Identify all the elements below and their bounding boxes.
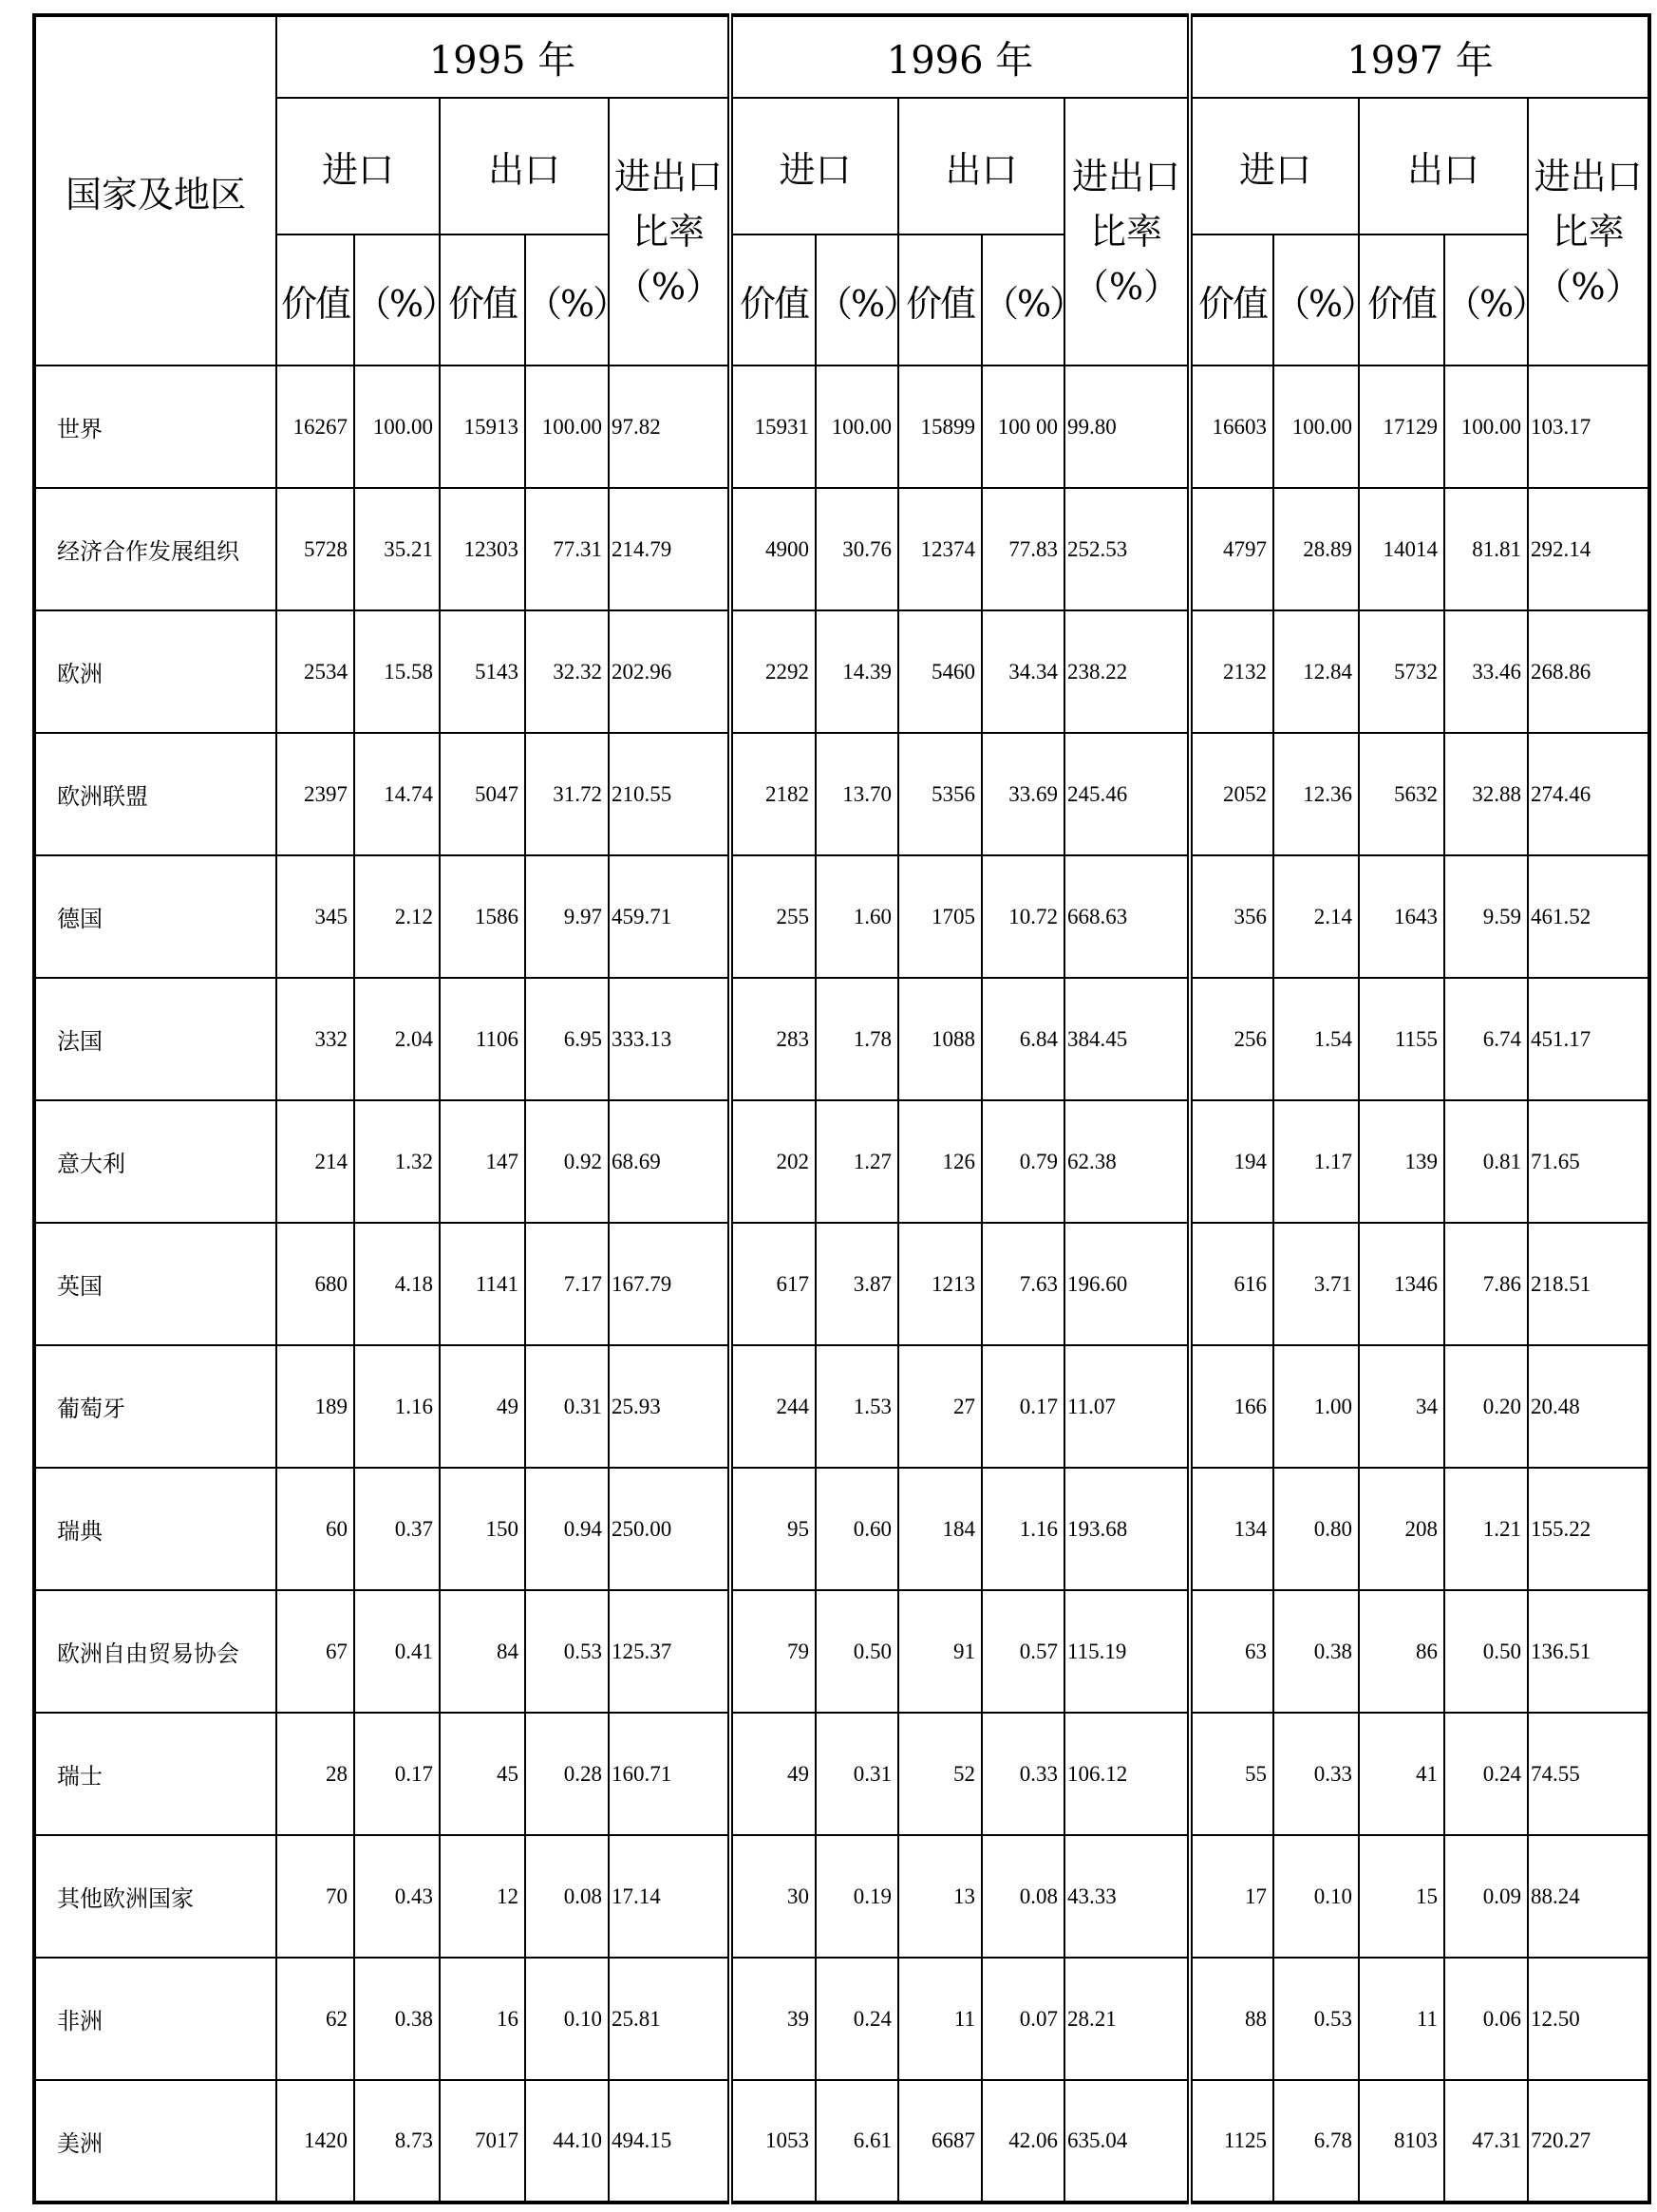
table-row: [34, 488, 1649, 610]
export-percent: 34.34: [982, 610, 1064, 733]
export-value: 7017: [440, 2080, 525, 2203]
ratio-value: 25.81: [609, 1958, 730, 2080]
export-percent: 6.74: [1444, 978, 1528, 1100]
region-name: 德国: [34, 855, 276, 978]
export-value: 1141: [440, 1223, 525, 1345]
ratio-value: 250.00: [609, 1468, 730, 1590]
export-value: 15913: [440, 366, 525, 488]
export-percent: 0.07: [982, 1958, 1064, 2080]
export-value: 5732: [1359, 610, 1444, 733]
import-header: 进口: [730, 98, 898, 234]
import-value: 214: [276, 1100, 354, 1223]
region-name: 经济合作发展组织: [34, 488, 276, 610]
ratio-value: 245.46: [1064, 733, 1190, 855]
ratio-header: 进出口 比率 （%）: [609, 98, 730, 366]
ratio-value: 136.51: [1528, 1590, 1649, 1713]
export-percent: 7.86: [1444, 1223, 1528, 1345]
export-value: 5460: [898, 610, 982, 733]
import-value: 88: [1190, 1958, 1273, 2080]
import-percent: 1.60: [816, 855, 898, 978]
import-header: 进口: [1190, 98, 1359, 234]
export-value: 184: [898, 1468, 982, 1590]
export-value: 5356: [898, 733, 982, 855]
export-percent: 9.97: [525, 855, 609, 978]
import-percent: 0.19: [816, 1835, 898, 1958]
export-percent: 0.10: [525, 1958, 609, 2080]
import-value: 39: [730, 1958, 816, 2080]
value-header: 价值: [898, 234, 982, 366]
import-percent: 35.21: [354, 488, 440, 610]
percent-header: （%）: [525, 234, 609, 366]
import-value: 345: [276, 855, 354, 978]
region-name: 其他欧洲国家: [34, 1835, 276, 1958]
export-percent: 1.16: [982, 1468, 1064, 1590]
import-percent: 30.76: [816, 488, 898, 610]
export-percent: 0.31: [525, 1345, 609, 1468]
export-percent: 0.08: [982, 1835, 1064, 1958]
import-percent: 100.00: [816, 366, 898, 488]
export-value: 86: [1359, 1590, 1444, 1713]
import-percent: 0.80: [1273, 1468, 1359, 1590]
import-value: 95: [730, 1468, 816, 1590]
ratio-value: 494.15: [609, 2080, 730, 2203]
export-percent: 0.28: [525, 1713, 609, 1835]
import-percent: 6.61: [816, 2080, 898, 2203]
export-percent: 81.81: [1444, 488, 1528, 610]
ratio-value: 196.60: [1064, 1223, 1190, 1345]
export-value: 16: [440, 1958, 525, 2080]
table-row: [34, 366, 1649, 488]
import-percent: 1.54: [1273, 978, 1359, 1100]
table-row: [34, 1100, 1649, 1223]
import-percent: 0.10: [1273, 1835, 1359, 1958]
export-percent: 0.17: [982, 1345, 1064, 1468]
ratio-value: 71.65: [1528, 1100, 1649, 1223]
export-value: 27: [898, 1345, 982, 1468]
import-percent: 1.00: [1273, 1345, 1359, 1468]
table-row: [34, 1345, 1649, 1468]
import-percent: 2.12: [354, 855, 440, 978]
table-row: [34, 610, 1649, 733]
table-row: [34, 2080, 1649, 2203]
export-value: 13: [898, 1835, 982, 1958]
ratio-value: 274.46: [1528, 733, 1649, 855]
import-value: 2182: [730, 733, 816, 855]
export-value: 5632: [1359, 733, 1444, 855]
import-value: 134: [1190, 1468, 1273, 1590]
ratio-value: 333.13: [609, 978, 730, 1100]
export-value: 150: [440, 1468, 525, 1590]
import-value: 255: [730, 855, 816, 978]
ratio-value: 12.50: [1528, 1958, 1649, 2080]
import-percent: 12.36: [1273, 733, 1359, 855]
export-percent: 32.88: [1444, 733, 1528, 855]
export-percent: 0.50: [1444, 1590, 1528, 1713]
export-percent: 7.17: [525, 1223, 609, 1345]
percent-header: （%）: [1444, 234, 1528, 366]
value-header: 价值: [1190, 234, 1273, 366]
import-value: 332: [276, 978, 354, 1100]
export-percent: 0.81: [1444, 1100, 1528, 1223]
ratio-value: 97.82: [609, 366, 730, 488]
value-header: 价值: [1359, 234, 1444, 366]
import-value: 62: [276, 1958, 354, 2080]
region-name: 欧洲自由贸易协会: [34, 1590, 276, 1713]
region-name: 非洲: [34, 1958, 276, 2080]
export-percent: 6.84: [982, 978, 1064, 1100]
ratio-value: 125.37: [609, 1590, 730, 1713]
import-percent: 2.14: [1273, 855, 1359, 978]
import-value: 1125: [1190, 2080, 1273, 2203]
export-percent: 100.00: [1444, 366, 1528, 488]
ratio-value: 68.69: [609, 1100, 730, 1223]
ratio-header: 进出口 比率 （%）: [1528, 98, 1649, 366]
value-header: 价值: [440, 234, 525, 366]
ratio-value: 167.79: [609, 1223, 730, 1345]
region-name: 世界: [34, 366, 276, 488]
ratio-value: 43.33: [1064, 1835, 1190, 1958]
import-percent: 0.53: [1273, 1958, 1359, 2080]
table-row: [34, 855, 1649, 978]
import-value: 1053: [730, 2080, 816, 2203]
import-value: 60: [276, 1468, 354, 1590]
import-percent: 0.17: [354, 1713, 440, 1835]
ratio-value: 74.55: [1528, 1713, 1649, 1835]
value-header: 价值: [730, 234, 816, 366]
import-value: 194: [1190, 1100, 1273, 1223]
import-value: 680: [276, 1223, 354, 1345]
import-percent: 1.17: [1273, 1100, 1359, 1223]
export-value: 34: [1359, 1345, 1444, 1468]
ratio-value: 99.80: [1064, 366, 1190, 488]
import-value: 616: [1190, 1223, 1273, 1345]
export-value: 1586: [440, 855, 525, 978]
export-value: 12303: [440, 488, 525, 610]
import-percent: 0.38: [354, 1958, 440, 2080]
ratio-value: 214.79: [609, 488, 730, 610]
import-percent: 13.70: [816, 733, 898, 855]
export-percent: 1.21: [1444, 1468, 1528, 1590]
import-value: 2397: [276, 733, 354, 855]
import-percent: 4.18: [354, 1223, 440, 1345]
ratio-value: 62.38: [1064, 1100, 1190, 1223]
export-value: 8103: [1359, 2080, 1444, 2203]
import-value: 166: [1190, 1345, 1273, 1468]
export-value: 1213: [898, 1223, 982, 1345]
export-percent: 44.10: [525, 2080, 609, 2203]
region-name: 欧洲联盟: [34, 733, 276, 855]
import-value: 28: [276, 1713, 354, 1835]
import-percent: 15.58: [354, 610, 440, 733]
ratio-value: 17.14: [609, 1835, 730, 1958]
import-percent: 0.37: [354, 1468, 440, 1590]
percent-header: （%）: [816, 234, 898, 366]
import-percent: 1.27: [816, 1100, 898, 1223]
export-value: 5143: [440, 610, 525, 733]
ratio-value: 635.04: [1064, 2080, 1190, 2203]
export-percent: 0.08: [525, 1835, 609, 1958]
export-value: 41: [1359, 1713, 1444, 1835]
import-percent: 1.16: [354, 1345, 440, 1468]
year-header: 1995 年: [276, 15, 730, 98]
export-value: 126: [898, 1100, 982, 1223]
import-value: 256: [1190, 978, 1273, 1100]
export-value: 139: [1359, 1100, 1444, 1223]
import-value: 189: [276, 1345, 354, 1468]
table-row: [34, 978, 1649, 1100]
export-value: 6687: [898, 2080, 982, 2203]
export-value: 5047: [440, 733, 525, 855]
export-percent: 0.24: [1444, 1713, 1528, 1835]
ratio-value: 459.71: [609, 855, 730, 978]
table-row: [34, 1835, 1649, 1958]
import-value: 617: [730, 1223, 816, 1345]
ratio-value: 210.55: [609, 733, 730, 855]
export-value: 15: [1359, 1835, 1444, 1958]
export-value: 14014: [1359, 488, 1444, 610]
table-row: [34, 1713, 1649, 1835]
ratio-value: 451.17: [1528, 978, 1649, 1100]
export-value: 11: [898, 1958, 982, 2080]
import-value: 4797: [1190, 488, 1273, 610]
import-percent: 6.78: [1273, 2080, 1359, 2203]
table-body: [34, 366, 1649, 2203]
corner-header: 国家及地区: [34, 15, 276, 366]
region-name: 意大利: [34, 1100, 276, 1223]
export-value: 15899: [898, 366, 982, 488]
ratio-value: 115.19: [1064, 1590, 1190, 1713]
year-header: 1997 年: [1190, 15, 1649, 98]
export-value: 17129: [1359, 366, 1444, 488]
region-name: 美洲: [34, 2080, 276, 2203]
export-value: 1346: [1359, 1223, 1444, 1345]
export-percent: 33.69: [982, 733, 1064, 855]
import-value: 79: [730, 1590, 816, 1713]
ratio-value: 268.86: [1528, 610, 1649, 733]
percent-header: （%）: [982, 234, 1064, 366]
export-percent: 0.06: [1444, 1958, 1528, 2080]
import-percent: 3.87: [816, 1223, 898, 1345]
export-percent: 0.57: [982, 1590, 1064, 1713]
export-percent: 77.83: [982, 488, 1064, 610]
import-percent: 14.74: [354, 733, 440, 855]
import-percent: 1.32: [354, 1100, 440, 1223]
export-value: 49: [440, 1345, 525, 1468]
export-percent: 47.31: [1444, 2080, 1528, 2203]
region-name: 欧洲: [34, 610, 276, 733]
export-percent: 31.72: [525, 733, 609, 855]
ratio-value: 193.68: [1064, 1468, 1190, 1590]
ratio-value: 28.21: [1064, 1958, 1190, 2080]
import-value: 356: [1190, 855, 1273, 978]
export-value: 1088: [898, 978, 982, 1100]
ratio-value: 106.12: [1064, 1713, 1190, 1835]
export-value: 52: [898, 1713, 982, 1835]
year-header: 1996 年: [730, 15, 1190, 98]
export-percent: 33.46: [1444, 610, 1528, 733]
import-value: 5728: [276, 488, 354, 610]
ratio-value: 384.45: [1064, 978, 1190, 1100]
import-percent: 8.73: [354, 2080, 440, 2203]
export-percent: 0.53: [525, 1590, 609, 1713]
ratio-value: 25.93: [609, 1345, 730, 1468]
import-percent: 0.50: [816, 1590, 898, 1713]
region-name: 法国: [34, 978, 276, 1100]
import-percent: 0.24: [816, 1958, 898, 2080]
import-value: 70: [276, 1835, 354, 1958]
import-percent: 0.38: [1273, 1590, 1359, 1713]
import-percent: 2.04: [354, 978, 440, 1100]
table-row: [34, 1590, 1649, 1713]
import-value: 63: [1190, 1590, 1273, 1713]
export-percent: 0.33: [982, 1713, 1064, 1835]
export-header: 出口: [898, 98, 1064, 234]
import-value: 2052: [1190, 733, 1273, 855]
ratio-value: 252.53: [1064, 488, 1190, 610]
import-percent: 1.53: [816, 1345, 898, 1468]
ratio-value: 668.63: [1064, 855, 1190, 978]
export-value: 1106: [440, 978, 525, 1100]
trade-table: [32, 13, 1651, 2204]
export-percent: 100 00: [982, 366, 1064, 488]
region-name: 葡萄牙: [34, 1345, 276, 1468]
import-value: 67: [276, 1590, 354, 1713]
import-value: 55: [1190, 1713, 1273, 1835]
table-row: [34, 1958, 1649, 2080]
export-value: 45: [440, 1713, 525, 1835]
import-value: 2292: [730, 610, 816, 733]
import-percent: 1.78: [816, 978, 898, 1100]
import-value: 16267: [276, 366, 354, 488]
export-percent: 0.79: [982, 1100, 1064, 1223]
import-value: 202: [730, 1100, 816, 1223]
ratio-value: 20.48: [1528, 1345, 1649, 1468]
export-percent: 0.09: [1444, 1835, 1528, 1958]
export-value: 208: [1359, 1468, 1444, 1590]
region-name: 英国: [34, 1223, 276, 1345]
import-value: 30: [730, 1835, 816, 1958]
region-name: 瑞典: [34, 1468, 276, 1590]
export-value: 11: [1359, 1958, 1444, 2080]
export-value: 12: [440, 1835, 525, 1958]
import-value: 2534: [276, 610, 354, 733]
import-header: 进口: [276, 98, 440, 234]
export-value: 84: [440, 1590, 525, 1713]
ratio-value: 103.17: [1528, 366, 1649, 488]
region-name: 瑞士: [34, 1713, 276, 1835]
ratio-value: 88.24: [1528, 1835, 1649, 1958]
import-percent: 12.84: [1273, 610, 1359, 733]
import-percent: 28.89: [1273, 488, 1359, 610]
import-percent: 0.60: [816, 1468, 898, 1590]
import-percent: 0.43: [354, 1835, 440, 1958]
ratio-value: 202.96: [609, 610, 730, 733]
export-value: 12374: [898, 488, 982, 610]
export-value: 91: [898, 1590, 982, 1713]
ratio-value: 11.07: [1064, 1345, 1190, 1468]
export-percent: 42.06: [982, 2080, 1064, 2203]
import-value: 16603: [1190, 366, 1273, 488]
import-value: 4900: [730, 488, 816, 610]
import-value: 1420: [276, 2080, 354, 2203]
export-percent: 0.92: [525, 1100, 609, 1223]
value-header: 价值: [276, 234, 354, 366]
export-percent: 77.31: [525, 488, 609, 610]
ratio-value: 155.22: [1528, 1468, 1649, 1590]
import-percent: 100.00: [1273, 366, 1359, 488]
table-row: [34, 1468, 1649, 1590]
import-percent: 100.00: [354, 366, 440, 488]
ratio-value: 218.51: [1528, 1223, 1649, 1345]
import-percent: 0.33: [1273, 1713, 1359, 1835]
export-percent: 9.59: [1444, 855, 1528, 978]
ratio-value: 160.71: [609, 1713, 730, 1835]
ratio-value: 461.52: [1528, 855, 1649, 978]
import-value: 283: [730, 978, 816, 1100]
export-percent: 10.72: [982, 855, 1064, 978]
export-value: 147: [440, 1100, 525, 1223]
export-percent: 0.20: [1444, 1345, 1528, 1468]
table-row: [34, 1223, 1649, 1345]
export-value: 1643: [1359, 855, 1444, 978]
export-header: 出口: [440, 98, 609, 234]
export-percent: 32.32: [525, 610, 609, 733]
import-percent: 3.71: [1273, 1223, 1359, 1345]
export-header: 出口: [1359, 98, 1528, 234]
import-percent: 14.39: [816, 610, 898, 733]
export-percent: 0.94: [525, 1468, 609, 1590]
ratio-value: 238.22: [1064, 610, 1190, 733]
import-value: 15931: [730, 366, 816, 488]
import-value: 2132: [1190, 610, 1273, 733]
import-value: 49: [730, 1713, 816, 1835]
export-percent: 100.00: [525, 366, 609, 488]
ratio-header: 进出口 比率 （%）: [1064, 98, 1190, 366]
export-percent: 6.95: [525, 978, 609, 1100]
ratio-value: 292.14: [1528, 488, 1649, 610]
import-percent: 0.31: [816, 1713, 898, 1835]
export-percent: 7.63: [982, 1223, 1064, 1345]
import-value: 244: [730, 1345, 816, 1468]
import-value: 17: [1190, 1835, 1273, 1958]
table-row: [34, 733, 1649, 855]
ratio-value: 720.27: [1528, 2080, 1649, 2203]
import-percent: 0.41: [354, 1590, 440, 1713]
percent-header: （%）: [354, 234, 440, 366]
export-value: 1155: [1359, 978, 1444, 1100]
percent-header: （%）: [1273, 234, 1359, 366]
export-value: 1705: [898, 855, 982, 978]
